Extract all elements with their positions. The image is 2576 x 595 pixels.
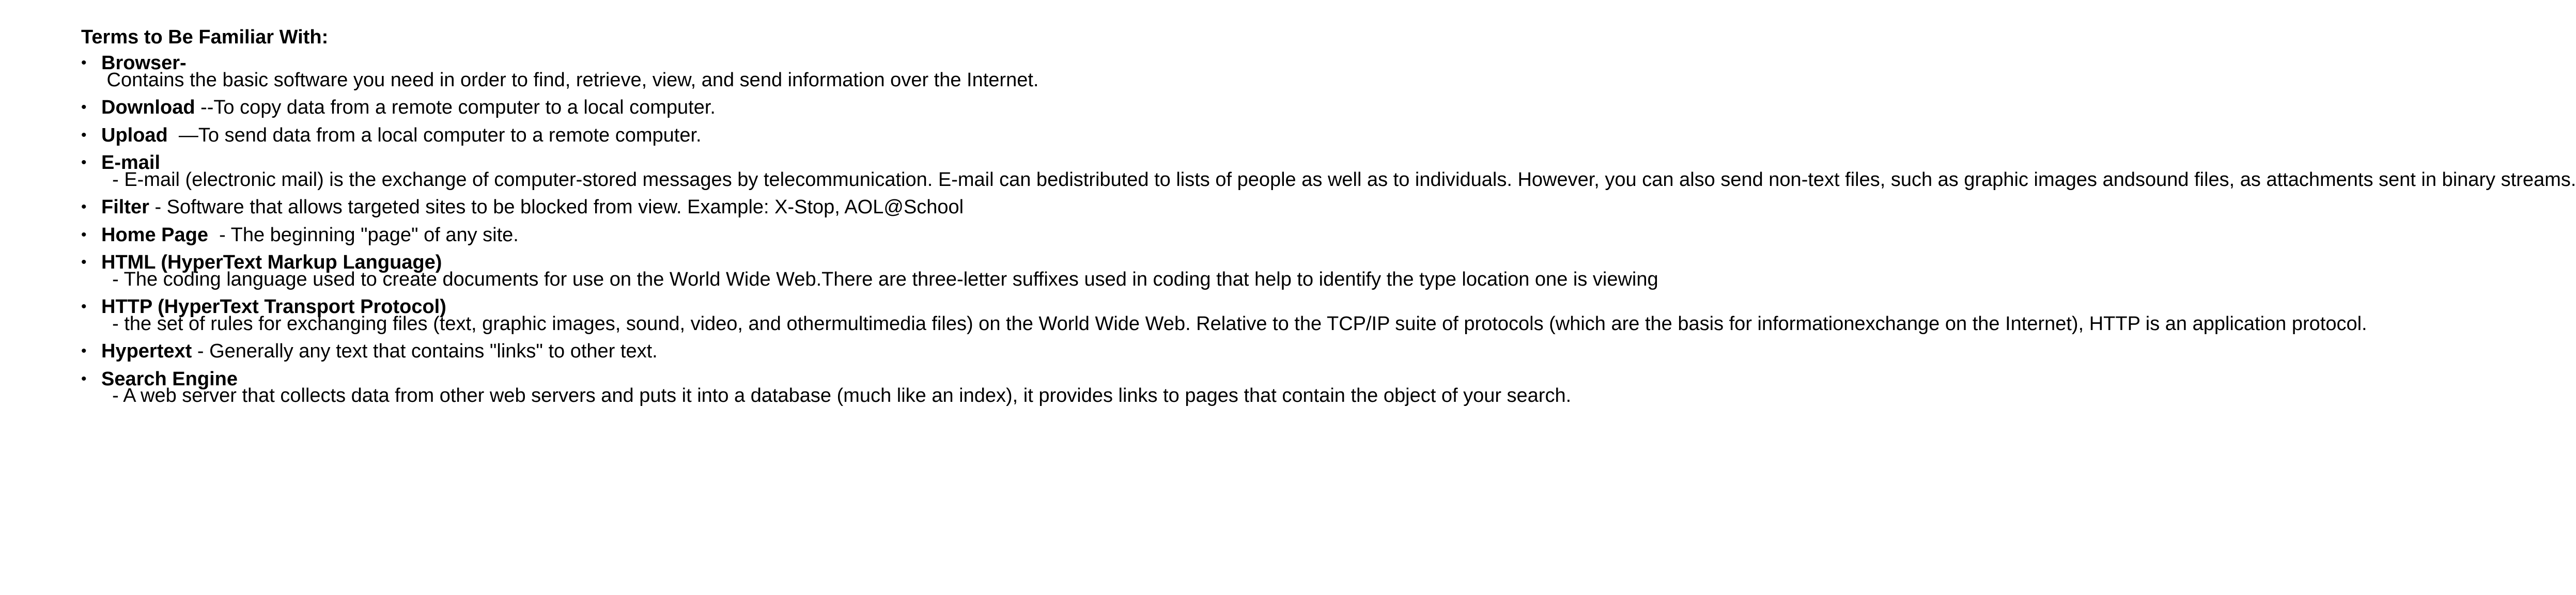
term-definition: - The coding language used to create documents for use on the World Wide Web.There are three-letter suffixes used in coding that help to identify the type location one is viewing: [101, 268, 1658, 290]
term-list-item: [81, 224, 990, 246]
term-list: [81, 52, 2576, 415]
bullet-icon: •: [81, 99, 87, 116]
term-name: HTML (HyperText Markup Language): [101, 252, 442, 273]
term-name: Browser-: [101, 52, 187, 74]
term-name: HTTP (HyperText Transport Protocol): [101, 296, 446, 318]
term-definition: --To copy data from a remote computer to a local computer.: [195, 97, 716, 118]
term-list-item: [81, 368, 1572, 406]
bullet-icon: •: [81, 370, 87, 387]
term-list-item: [81, 340, 990, 362]
bullet-icon: •: [81, 126, 87, 144]
bullet-icon: •: [81, 198, 87, 215]
term-definition: - A web server that collects data from other web servers and puts it into a database (much like an index), it provides links to pages that contain the object of your search.: [101, 385, 1572, 406]
term-name: Download: [101, 97, 195, 118]
term-name: Upload: [101, 124, 168, 146]
bullet-icon: •: [81, 298, 87, 315]
term-list-item: [81, 152, 2576, 191]
term-list-item: [81, 99, 990, 116]
term-definition: Contains the basic software you need in order to find, retrieve, view, and send information over the Internet.: [101, 69, 1039, 91]
term-definition: - Software that allows targeted sites to be blocked from view. Example: X-Stop, AOL@School: [149, 196, 964, 218]
term-list-item: [81, 52, 1039, 91]
term-name: Home Page: [101, 224, 208, 246]
bullet-icon: •: [81, 226, 87, 243]
term-list-item: [81, 124, 990, 146]
slide-heading: Terms to Be Familiar With:: [81, 26, 329, 48]
term-definition: - The beginning "page" of any site.: [208, 224, 519, 246]
term-name: Search Engine: [101, 368, 238, 390]
term-definition: - the set of rules for exchanging files (text, graphic images, sound, video, and othermultimedia files) on the World Wide Web. Relative to the TCP/IP suite of protocols (which are the basis for informationexchange on the Internet), HTTP is an application protocol.: [101, 312, 2367, 335]
term-list-item: [81, 296, 2367, 335]
term-definition: —To send data from a local computer to a remote computer.: [167, 124, 702, 146]
term-definition: - E-mail (electronic mail) is the exchange of computer-stored messages by telecommunication. E-mail can bedistributed to lists of people as well as to individuals. However, you can also send non-text files, such as graphic images andsound files, as attachments sent in binary streams.: [101, 168, 2576, 191]
bullet-icon: •: [81, 54, 87, 71]
bullet-icon: •: [81, 342, 87, 359]
term-name: E-mail: [101, 152, 161, 174]
bullet-icon: •: [81, 254, 87, 271]
term-list-item: [81, 252, 1658, 290]
term-list-item: [81, 196, 990, 218]
term-name: Filter: [101, 196, 149, 218]
term-name: Hypertext: [101, 340, 192, 362]
bullet-icon: •: [81, 154, 87, 171]
term-definition: - Generally any text that contains "links" to other text.: [192, 340, 658, 362]
